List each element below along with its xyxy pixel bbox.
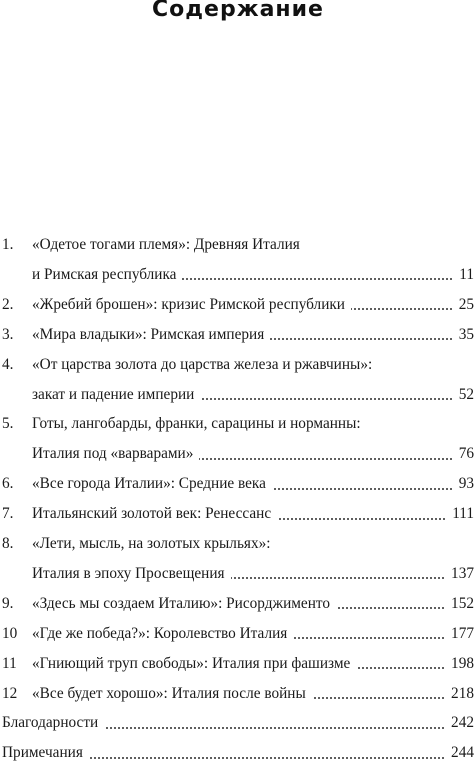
chapter-number: 6. — [2, 475, 14, 493]
leader-dots — [182, 264, 453, 286]
toc-line — [0, 294, 476, 316]
toc-line — [0, 354, 476, 376]
toc-line — [0, 443, 476, 465]
toc-line — [0, 593, 476, 615]
leader-dots — [336, 593, 445, 615]
chapter-number: 12 — [2, 684, 18, 702]
chapter-number: 8. — [2, 535, 14, 552]
chapter-title: «Лети, мысль, на золотых крыльях»: — [32, 535, 271, 552]
chapter-title: и Римская республика — [32, 265, 177, 283]
leader-dots — [312, 683, 445, 705]
chapter-title: Благодарности — [2, 714, 99, 732]
page-number: 177 — [451, 624, 474, 642]
chapter-title: Италия в эпоху Просвещения — [32, 564, 225, 582]
leader-dots-fill — [270, 338, 453, 340]
chapter-number: 11 — [2, 654, 17, 672]
chapter-title: «Мира владыки»: Римская империя — [32, 325, 265, 343]
leader-dots — [104, 712, 445, 734]
toc-line — [0, 413, 476, 435]
leader-dots — [89, 742, 445, 764]
chapter-title: «Жребий брошен»: кризис Римской республики — [32, 295, 345, 313]
leader-dots — [356, 653, 445, 675]
toc-line — [0, 473, 476, 495]
leader-dots — [351, 294, 453, 316]
chapter-title: «Одетое тогами племя»: Древняя Италия — [32, 236, 300, 253]
page-title: Содержание — [152, 0, 324, 22]
toc-line — [0, 623, 476, 645]
leader-dots-fill — [182, 278, 453, 280]
page-number: 137 — [451, 564, 474, 582]
leader-dots-fill — [89, 757, 445, 759]
page-number: 244 — [451, 744, 474, 762]
page-number: 76 — [458, 445, 474, 463]
page-number: 35 — [458, 325, 474, 343]
toc-line — [0, 653, 476, 675]
toc-line — [0, 264, 476, 286]
leader-dots-fill — [336, 607, 445, 609]
leader-dots — [199, 443, 453, 465]
leader-dots-fill — [272, 488, 453, 490]
leader-dots — [272, 473, 453, 495]
chapter-number: 9. — [2, 594, 14, 612]
page-number: 11 — [459, 265, 474, 283]
leader-dots-fill — [351, 308, 453, 310]
chapter-title: Готы, лангобарды, франки, сарацины и норманны: — [32, 415, 361, 433]
toc-line — [0, 324, 476, 346]
page-number: 242 — [451, 714, 474, 732]
leader-dots-fill — [277, 518, 446, 520]
page-number: 198 — [451, 654, 474, 672]
chapter-number: 4. — [2, 355, 14, 373]
toc-line — [0, 503, 476, 525]
leader-dots — [200, 384, 453, 406]
chapter-title: «Гниющий труп свободы»: Италия при фашизме — [32, 654, 351, 672]
page-number: 93 — [458, 475, 474, 493]
chapter-number: 7. — [2, 505, 14, 523]
leader-dots-fill — [231, 577, 445, 579]
leader-dots-fill — [293, 637, 445, 639]
page-number: 218 — [451, 684, 474, 702]
chapter-number: 3. — [2, 325, 14, 343]
chapter-number: 1. — [2, 236, 14, 253]
toc-line — [0, 712, 476, 734]
page-number: 25 — [458, 295, 474, 313]
leader-dots — [277, 503, 446, 525]
toc-line — [0, 384, 476, 406]
leader-dots-fill — [200, 398, 453, 400]
chapter-title: «Все города Италии»: Средние века — [32, 475, 266, 493]
chapter-title: Примечания — [2, 744, 83, 762]
chapter-title: Итальянский золотой век: Ренессанс — [32, 505, 272, 523]
leader-dots-fill — [104, 727, 445, 729]
page-number: 111 — [452, 505, 474, 523]
chapter-title: закат и падение империи — [32, 385, 195, 403]
page-number: 52 — [458, 385, 474, 403]
chapter-number: 5. — [2, 415, 14, 433]
leader-dots — [231, 563, 445, 585]
chapter-title: «Где же победа?»: Королевство Италия — [32, 624, 288, 642]
chapter-number: 10 — [2, 624, 18, 642]
leader-dots — [270, 324, 453, 346]
chapter-title: «Все будет хорошо»: Италия после войны — [32, 684, 306, 702]
leader-dots-fill — [199, 458, 453, 460]
chapter-title: «Здесь мы создаем Италию»: Рисорджименто — [32, 594, 331, 612]
leader-dots-fill — [312, 697, 445, 699]
chapter-title: «От царства золота до царства железа и ржавчины»: — [32, 355, 373, 373]
page-number: 152 — [451, 594, 474, 612]
toc-line — [0, 234, 476, 256]
chapter-number: 2. — [2, 295, 14, 313]
toc-line — [0, 563, 476, 585]
toc-line — [0, 533, 476, 555]
leader-dots-fill — [356, 667, 445, 669]
chapter-title: Италия под «варварами» — [32, 445, 194, 463]
leader-dots — [293, 623, 445, 645]
toc-line — [0, 742, 476, 764]
toc-line — [0, 683, 476, 705]
